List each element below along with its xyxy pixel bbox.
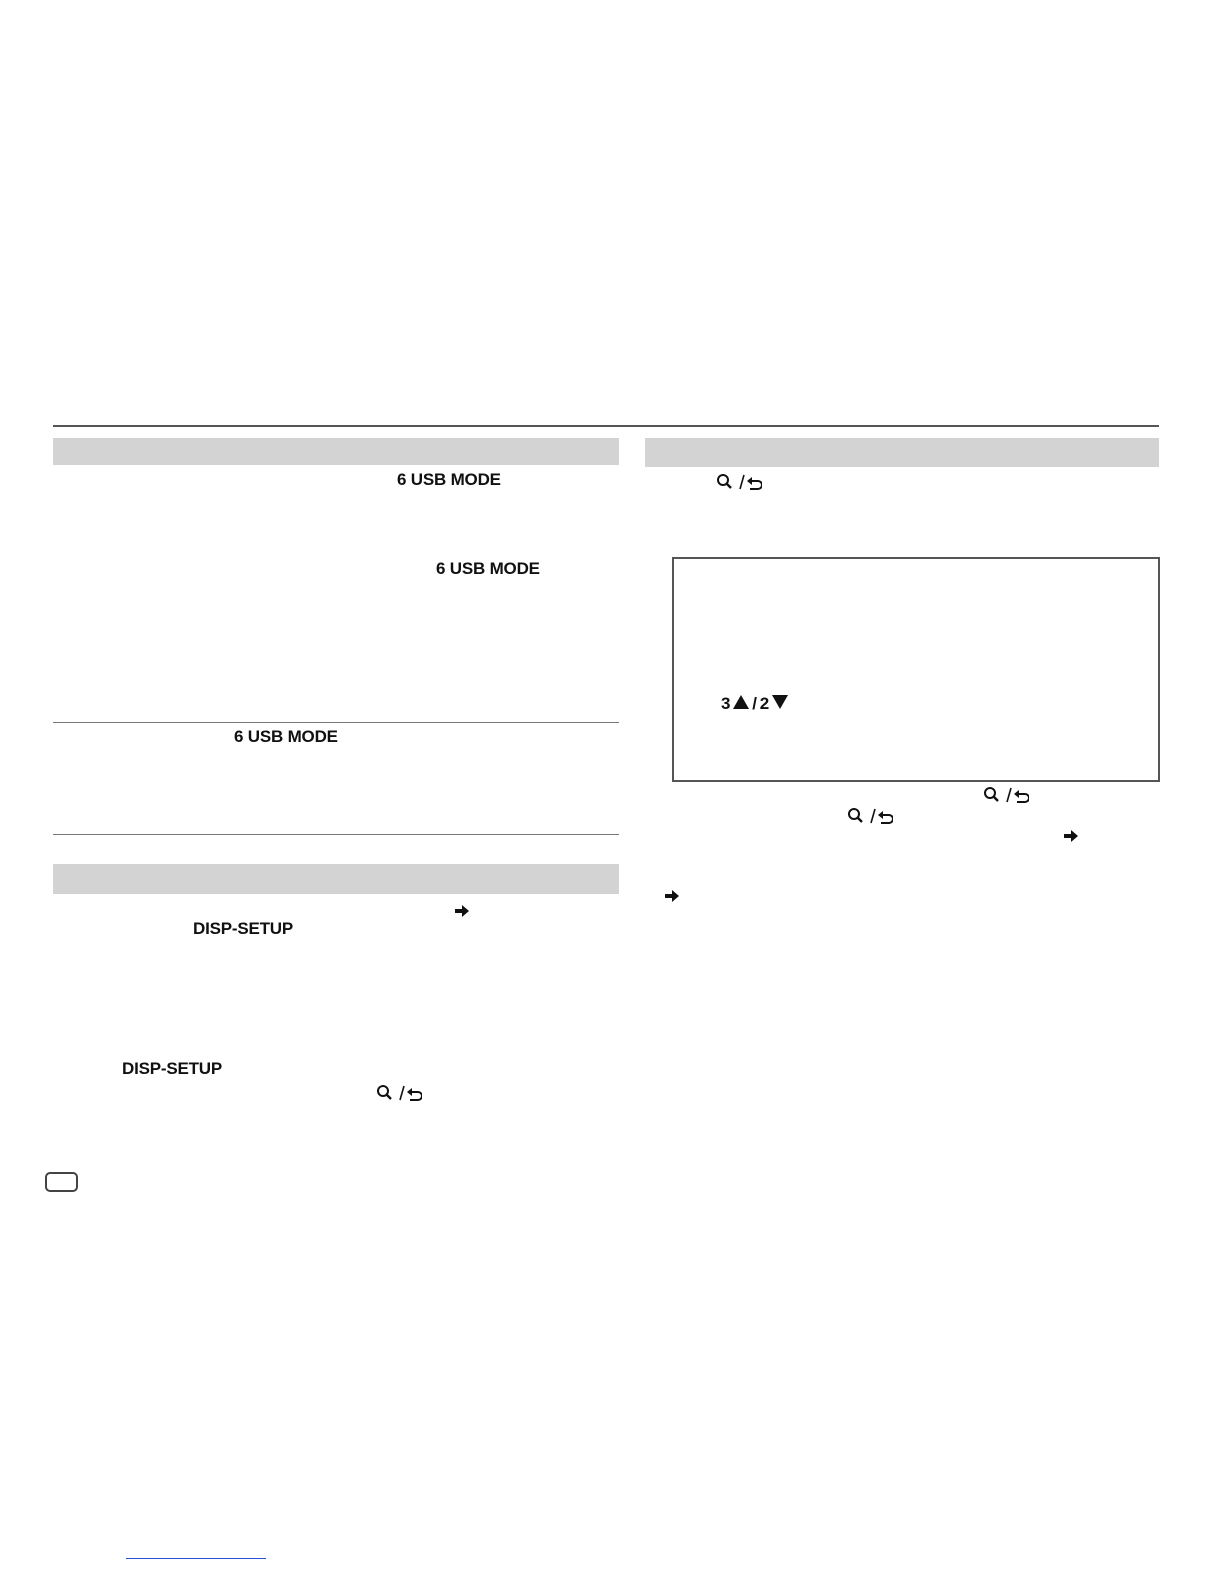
section-header-band-right-1 bbox=[645, 438, 1159, 467]
section-header-band-left-1 bbox=[53, 438, 619, 465]
right-arrow-icon bbox=[455, 904, 469, 922]
search-back-icon bbox=[376, 1083, 422, 1108]
usb-mode-key-1: 6 USB MODE bbox=[397, 470, 501, 489]
section-header-band-left-2 bbox=[53, 864, 619, 894]
disp-setup-key-1: DISP-SETUP bbox=[193, 919, 294, 938]
right-arrow-icon bbox=[1064, 829, 1078, 847]
divider-left-1 bbox=[53, 722, 619, 723]
usb-mode-key-2: 6 USB MODE bbox=[436, 559, 540, 578]
page-number-tab bbox=[45, 1172, 78, 1192]
down-key-number: 2 bbox=[759, 694, 770, 713]
top-rule bbox=[53, 425, 1159, 427]
up-key-number: 3 bbox=[721, 694, 731, 713]
divider-left-2 bbox=[53, 834, 619, 835]
note-box bbox=[672, 557, 1160, 782]
search-back-icon bbox=[983, 785, 1029, 810]
search-back-icon bbox=[716, 472, 762, 497]
up-down-key-combo bbox=[721, 694, 788, 714]
down-triangle-icon bbox=[772, 695, 788, 714]
slash-separator: / bbox=[752, 694, 757, 713]
right-arrow-icon bbox=[665, 889, 679, 907]
search-back-icon bbox=[847, 806, 893, 831]
up-triangle-icon bbox=[733, 695, 749, 714]
link-underline[interactable] bbox=[126, 1558, 266, 1559]
usb-mode-key-3: 6 USB MODE bbox=[234, 727, 338, 746]
disp-setup-key-2: DISP-SETUP bbox=[122, 1059, 223, 1078]
